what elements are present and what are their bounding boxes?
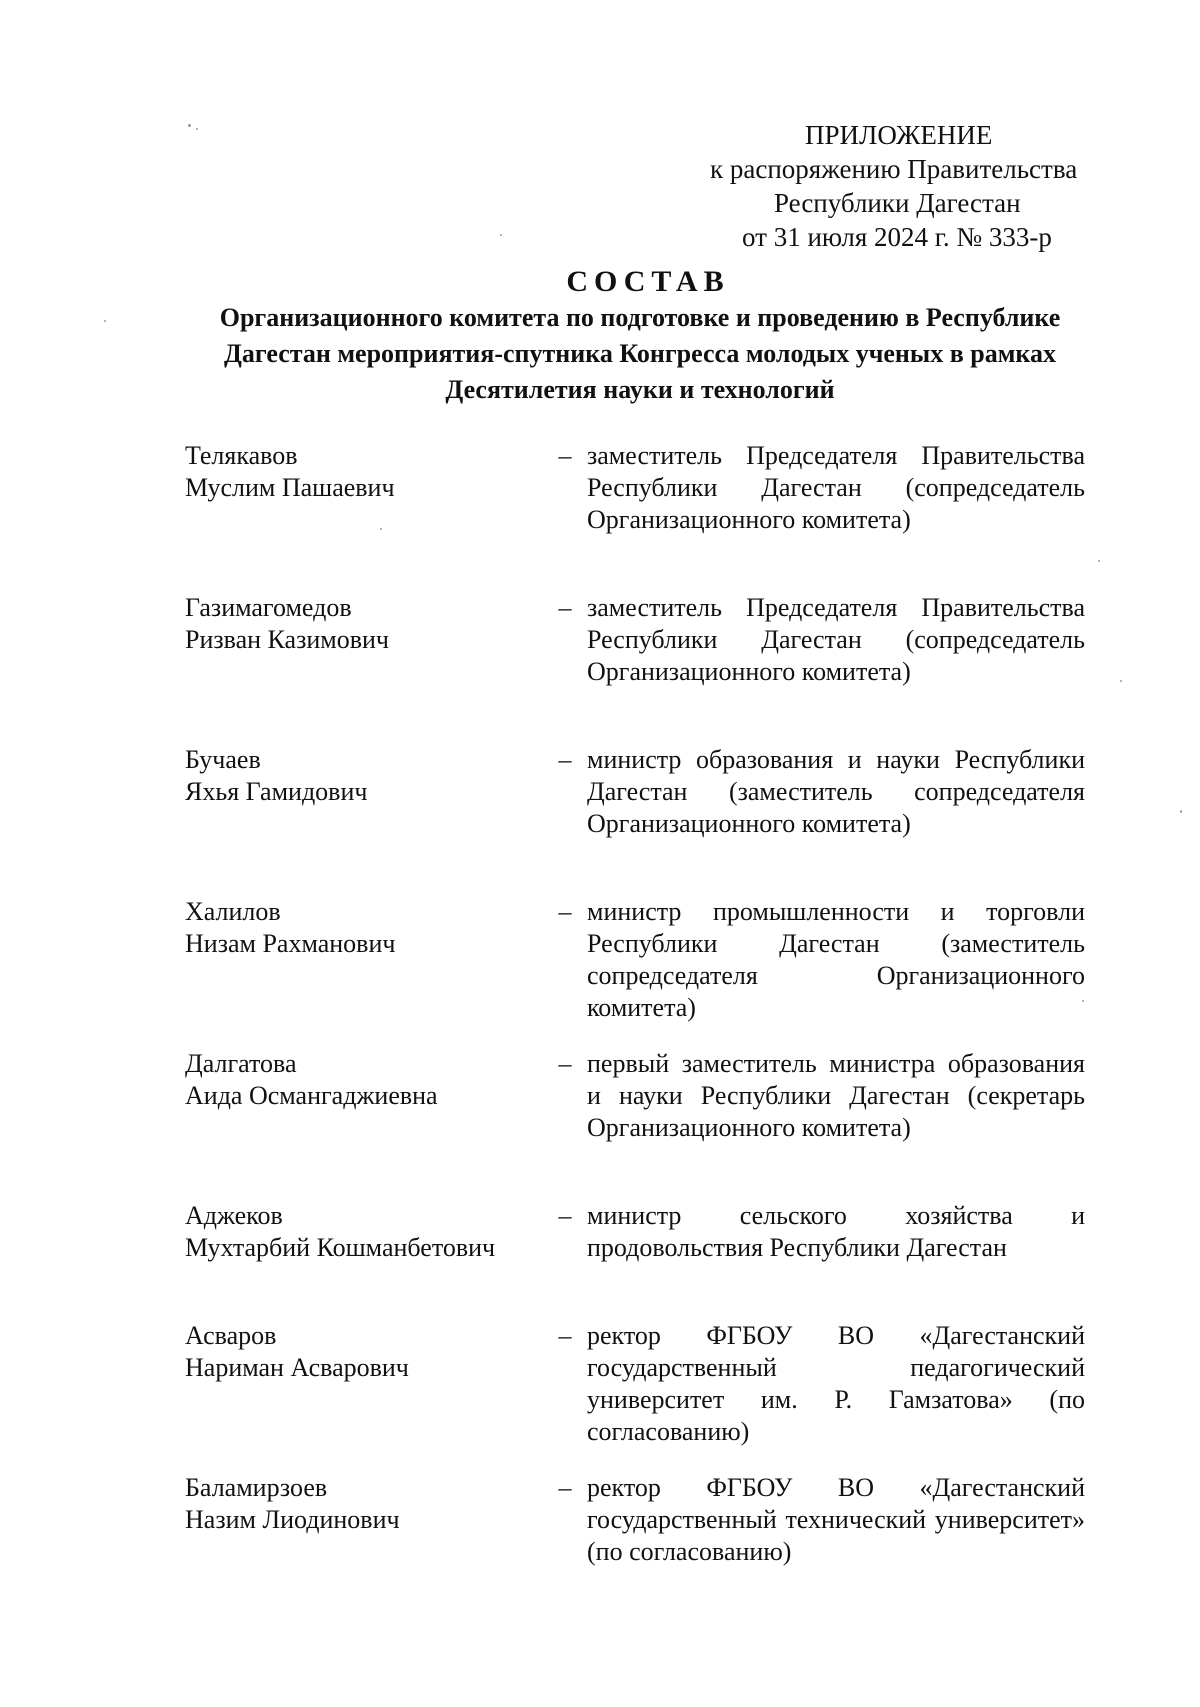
member-dash: – [558, 441, 572, 470]
member-role: заместитель Председателя Правительства Республики Дагестан (сопредседатель Организационного комитета) [587, 593, 1085, 686]
subtitle-line: Дагестан мероприятия-спутника Конгресса молодых ученых в рамках [224, 339, 1056, 368]
member-dash: – [558, 1201, 572, 1230]
annex-republic-line: Республики Дагестан [774, 188, 1021, 218]
document-title: СОСТАВ [566, 265, 730, 298]
subtitle-line: Организационного комитета по подготовке и проведению в Республике [219, 303, 1061, 332]
member-given-name: Мухтарбий Кошманбетович [185, 1233, 496, 1262]
member-role: министр промышленности и торговли Республики Дагестан (заместитель сопредседателя Организационного комитета) [587, 897, 1085, 1022]
member-given-name: Яхья Гамидович [185, 777, 368, 806]
member-role: министр образования и науки Республики Дагестан (заместитель сопредседателя Организационного комитета) [587, 745, 1085, 838]
member-dash: – [558, 1049, 572, 1078]
scan-speck [1082, 1000, 1084, 1002]
scan-speck [1120, 680, 1122, 682]
member-name [185, 1320, 545, 1384]
member-name [185, 1200, 545, 1264]
member-surname: Халилов [185, 897, 281, 926]
member-dash: – [558, 593, 572, 622]
member-surname: Баламирзоев [185, 1473, 328, 1502]
member-given-name: Назим Лиодинович [185, 1505, 400, 1534]
member-surname: Далгатова [185, 1049, 297, 1078]
member-given-name: Нариман Асварович [185, 1353, 409, 1382]
member-role: ректор ФГБОУ ВО «Дагестанский государственный технический университет» (по согласованию) [587, 1473, 1085, 1566]
annex-block [690, 118, 1110, 254]
member-dash: – [558, 897, 572, 926]
scan-speck [380, 528, 382, 530]
member-surname: Асваров [185, 1321, 277, 1350]
member-role: первый заместитель министра образования и науки Республики Дагестан (секретарь Организационного комитета) [587, 1049, 1085, 1142]
member-role: ректор ФГБОУ ВО «Дагестанский государственный педагогический университет им. Р. Гамзатова» (по согласованию) [587, 1321, 1085, 1446]
scan-speck [500, 234, 502, 236]
member-name [185, 1048, 545, 1112]
scan-speck [1098, 560, 1100, 562]
annex-order-line: к распоряжению Правительства [710, 154, 1078, 184]
member-given-name: Муслим Пашаевич [185, 473, 395, 502]
scan-speck [104, 320, 106, 322]
member-name [185, 896, 545, 960]
member-surname: Телякавов [185, 441, 298, 470]
member-role: министр сельского хозяйства и продовольствия Республики Дагестан [587, 1201, 1085, 1262]
member-given-name: Аида Османгаджиевна [185, 1081, 438, 1110]
member-surname: Аджеков [185, 1201, 283, 1230]
scan-speck [188, 124, 191, 127]
member-name [185, 744, 545, 808]
member-name [185, 440, 545, 504]
scan-speck [1180, 810, 1182, 813]
member-given-name: Ризван Казимович [185, 625, 389, 654]
member-surname: Бучаев [185, 745, 261, 774]
document-subtitle [180, 300, 1100, 408]
member-dash: – [558, 1321, 572, 1350]
member-name [185, 592, 545, 656]
member-dash: – [558, 1473, 572, 1502]
member-dash: – [558, 745, 572, 774]
annex-title: ПРИЛОЖЕНИЕ [805, 120, 993, 150]
member-role: заместитель Председателя Правительства Республики Дагестан (сопредседатель Организационного комитета) [587, 441, 1085, 534]
scan-speck [196, 128, 198, 130]
member-surname: Газимагомедов [185, 593, 352, 622]
member-given-name: Низам Рахманович [185, 929, 396, 958]
annex-date-line: от 31 июля 2024 г. № 333-р [742, 222, 1052, 252]
subtitle-line: Десятилетия науки и технологий [445, 375, 835, 404]
member-name [185, 1472, 545, 1536]
